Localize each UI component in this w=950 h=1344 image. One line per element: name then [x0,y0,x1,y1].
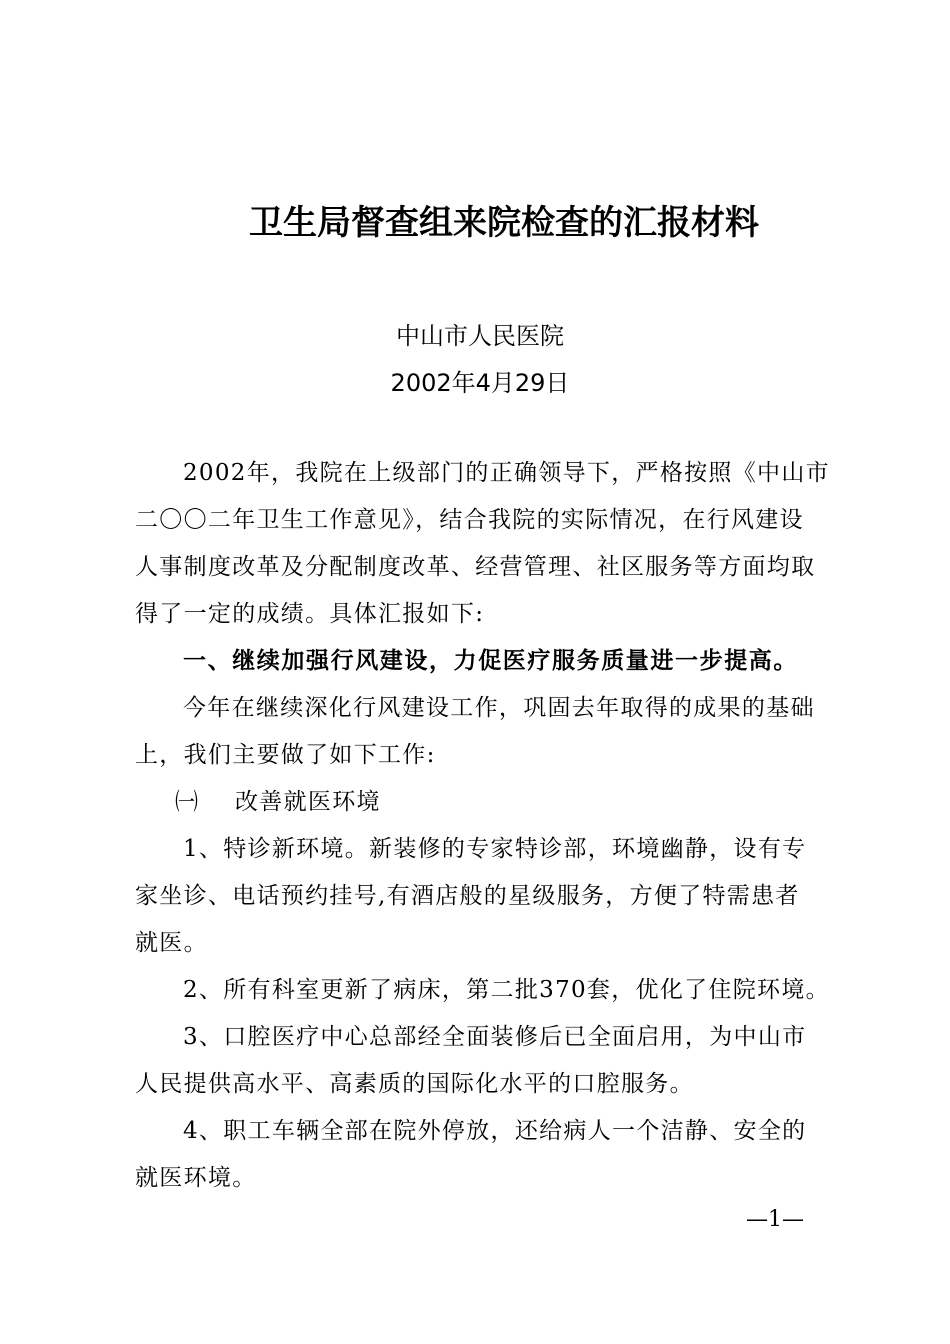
paragraph-line: 得了一定的成绩。具体汇报如下: [135,601,485,627]
paragraph-line: 就医。 [135,930,208,956]
document-body [135,450,847,1202]
paragraph-line: 家坐诊、电话预约挂号,有酒店般的星级服务，方便了特需患者 [135,883,800,909]
organization-name: 中山市人民医院 [396,322,564,350]
page-number: —1— [746,1207,804,1232]
document-date: 2002年4月29日 [390,369,570,397]
section-heading: 一、继续加强行风建设，力促医疗服务质量进一步提高。 [183,648,798,674]
paragraph-line: 人民提供高水平、高素质的国际化水平的口腔服务。 [135,1071,694,1097]
paragraph-line: 今年在继续深化行风建设工作，巩固去年取得的成果的基础 [183,695,815,721]
paragraph-line: 1、特诊新环境。新装修的专家特诊部，环境幽静，设有专 [183,836,807,862]
paragraph-line: 4、职工车辆全部在院外停放，还给病人一个洁静、安全的 [183,1118,807,1144]
paragraph-line: 2002年，我院在上级部门的正确领导下，严格按照《中山市 [183,460,830,486]
subsection-heading [135,779,847,826]
paragraph-line: 二〇〇二年卫生工作意见》，结合我院的实际情况，在行风建设 [135,507,804,533]
paragraph-line: 3、口腔医疗中心总部经全面装修后已全面启用，为中山市 [183,1024,807,1050]
subsection-title: 改善就医环境 [235,789,381,815]
paragraph-line: 上，我们主要做了如下工作: [135,742,436,768]
document-title: 卫生局督查组来院检查的汇报材料 [249,203,759,243]
paragraph-line: 就医环境。 [135,1165,257,1191]
paragraph-line: 2、所有科室更新了病床，第二批370套，优化了住院环境。 [183,977,830,1003]
paragraph-line: 人事制度改革及分配制度改革、经营管理、社区服务等方面均取 [135,554,816,580]
subsection-mark: ㈠ [175,789,200,815]
